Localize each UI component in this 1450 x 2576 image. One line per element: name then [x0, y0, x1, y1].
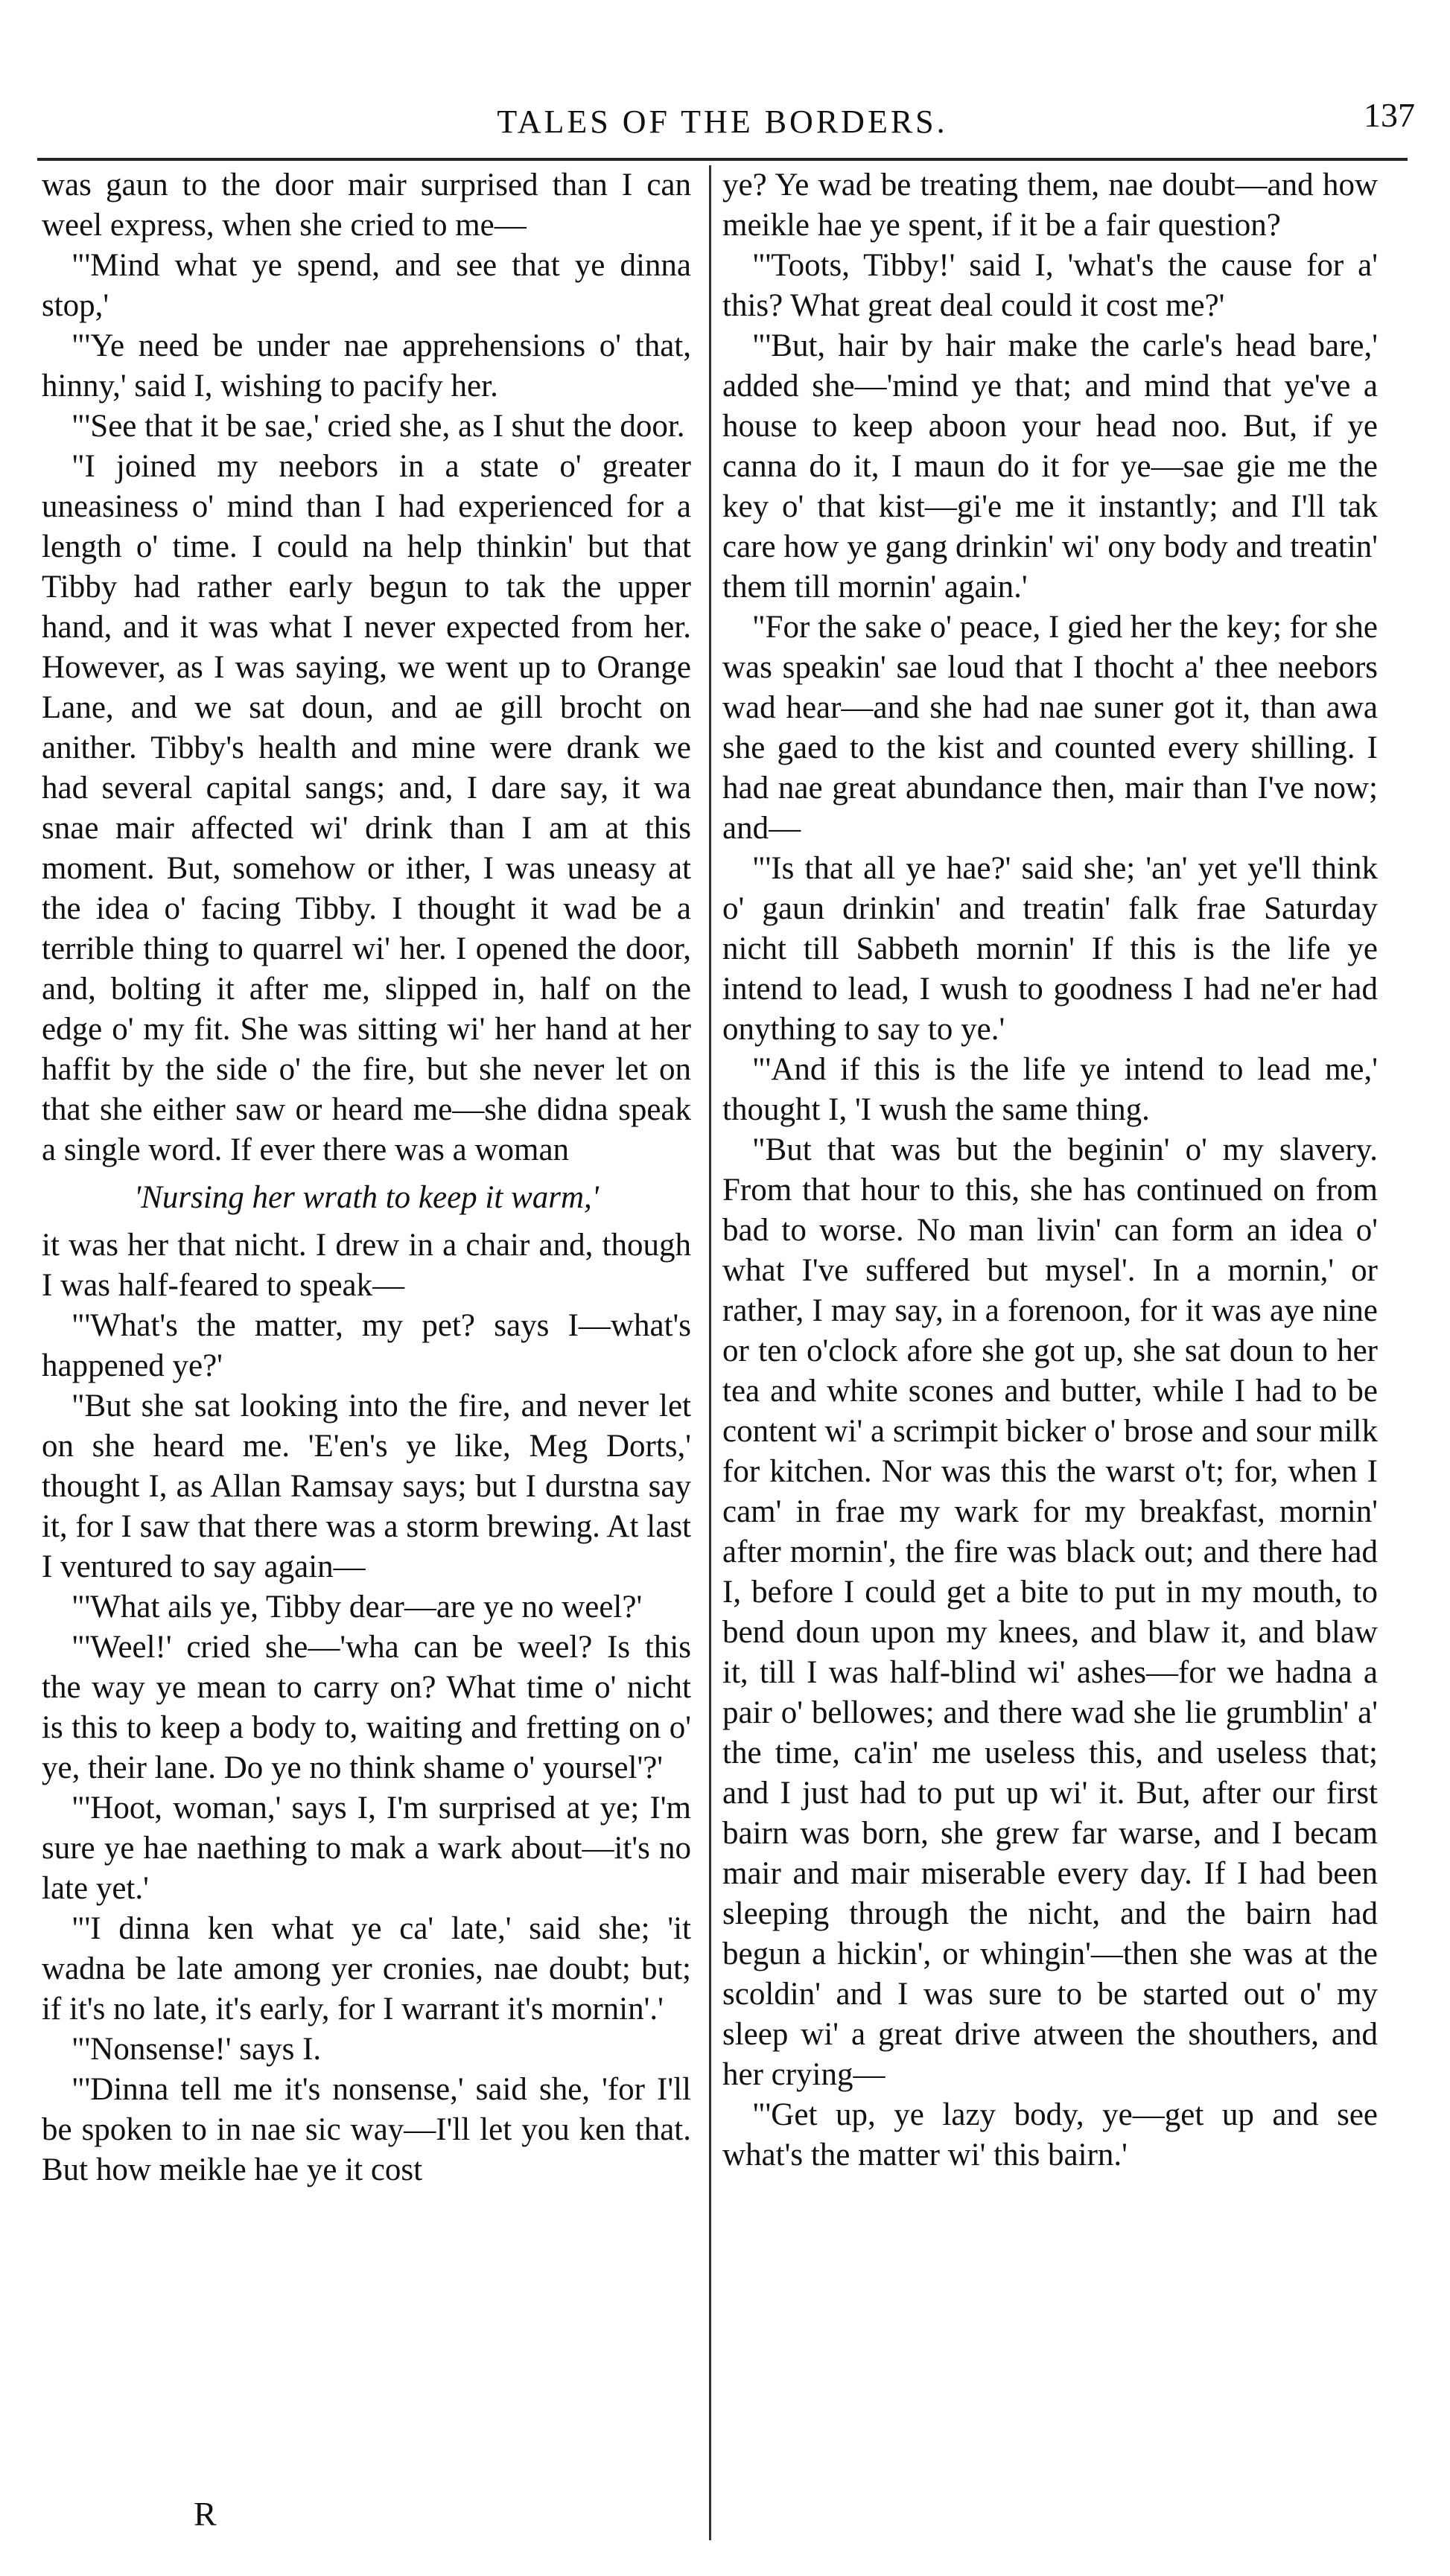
paragraph: "For the sake o' peace, I gied her the key; for she was speakin' sae loud that I thocht a' thee neebors wad hear—and she had nae suner got it, than awa she gaed to the kist and counted every shilling. I had nae great abundance then, mair than I've now; and—: [722, 610, 1378, 846]
right-column: [722, 165, 1378, 2540]
paragraph: "But she sat looking into the fire, and never let on she heard me. 'E'en's ye like, Meg Dorts,' thought I, as Allan Ramsay says; but I durstna say it, for I saw that there was a storm brewing. At last I ventured to say again—: [42, 1389, 691, 1584]
column-divider: [709, 165, 711, 2540]
paragraph: "'Hoot, woman,' says I, I'm surprised at ye; I'm sure ye hae naething to mak a wark about—it's no late yet.': [42, 1791, 691, 1906]
paragraph: "'Dinna tell me it's nonsense,' said she, 'for I'll be spoken to in nae sic way—I'll let you ken that. But how meikle hae ye it cost: [42, 2072, 691, 2187]
running-title: TALES OF THE BORDERS.: [497, 103, 948, 140]
paragraph: "But that was but the beginin' o' my slavery. From that hour to this, she has continued on from bad to worse. No man livin' can form an idea o' what I've suffered but mysel'. In a mornin,' or rather, I may say, in a forenoon, for it was aye nine or ten o'clock afore she got up, she sat doun to her tea and white scones and butter, while I had to be content wi' a scrimpit bicker o' brose and sour milk for kitchen. Nor was this the warst o't; for, when I cam' in frae my wark for my breakfast, mornin' after mornin', the fire was black out; and there had I, before I could get a bite to put in my mouth, to bend doun upon my knees, and blaw it, and blaw it, till I was half-blind wi' ashes—for we hadna a pair o' bellowes; and there wad she lie grumblin' a' the time, ca'in' me useless this, and useless that; and I just had to put up wi' it. But, after our first bairn was born, she grew far warse, and I becam mair and mair miserable every day. If I had been sleeping through the nicht, and the bairn had begun a hickin', or whingin'—then she was at the scoldin' and I was sure to be started out o' my sleep wi' a great drive atween the shouthers, and her crying—: [722, 1132, 1378, 2092]
paragraph: "I joined my neebors in a state o' greater uneasiness o' mind than I had experienced for a length o' time. I could na help thinkin' but that Tibby had rather early begun to tak the upper hand, and it was what I never expected from her. However, as I was saying, we went up to Orange Lane, and we sat doun, and ae gill brocht on anither. Tibby's health and mine were drank we had several capital sangs; and, I dare say, it wa snae mair affected wi' drink than I am at this moment. But, somehow or ither, I was uneasy at the idea o' facing Tibby. I thought it wad be a terrible thing to quarrel wi' her. I opened the door, and, bolting it after me, slipped in, half on the edge o' my fit. She was sitting wi' her hand at her haffit by the side o' the fire, but she never let on that she either saw or heard me—she didna speak a single word. If ever there was a woman: [42, 449, 691, 1167]
paragraph: "'What's the matter, my pet? says I—what's happened ye?': [42, 1308, 691, 1383]
page-header: [30, 89, 1415, 149]
paragraph: "'See that it be sae,' cried she, as I shut the door.: [71, 409, 685, 444]
paragraph: "'Weel!' cried she—'wha can be weel? Is this the way ye mean to carry on? What time o' nicht is this to keep a body to, waiting and fretting on o' ye, their lane. Do ye no think shame o' yoursel'?': [42, 1630, 691, 1785]
verse-quotation: 'Nursing her wrath to keep it warm,': [134, 1180, 599, 1215]
paragraph: "'Ye need be under nae apprehensions o' that, hinny,' said I, wishing to pacify her.: [42, 328, 691, 404]
paragraph: "'Toots, Tibby!' said I, 'what's the cause for a' this? What great deal could it cost me?': [722, 248, 1378, 323]
left-column: [42, 165, 691, 2540]
paragraph: "'I dinna ken what ye ca' late,' said she; 'it wadna be late among yer cronies, nae doubt; but; if it's no late, it's early, for I warrant it's mornin'.': [42, 1911, 691, 2027]
paragraph: "'Is that all ye hae?' said she; 'an' yet ye'll think o' gaun drinkin' and treatin' falk frae Saturday nicht till Sabbeth mornin' If this is the life ye intend to lead, I wush to goodness I had ne'er had onything to say to ye.': [722, 851, 1378, 1047]
paragraph: "'Mind what ye spend, and see that ye dinna stop,': [42, 248, 691, 323]
page-number: 137: [1364, 96, 1415, 134]
paragraph: was gaun to the door mair surprised than I can weel express, when she cried to me—: [42, 168, 691, 243]
paragraph: it was her that nicht. I drew in a chair and, though I was half-feared to speak—: [42, 1228, 691, 1303]
signature-mark: R: [194, 2495, 217, 2533]
paragraph: "'Get up, ye lazy body, ye—get up and see what's the matter wi' this bairn.': [722, 2097, 1378, 2172]
header-rule: [37, 158, 1408, 161]
paragraph: ye? Ye wad be treating them, nae doubt—and how meikle hae ye spent, if it be a fair question?: [722, 168, 1378, 243]
paragraph: "'What ails ye, Tibby dear—are ye no weel?': [71, 1590, 643, 1625]
paragraph: "'But, hair by hair make the carle's head bare,' added she—'mind ye that; and mind that ye've a house to keep aboon your head noo. But, if ye canna do it, I maun do it for ye—sae gie me the key o' that kist—gi'e me it instantly; and I'll tak care how ye gang drinkin' wi' ony body and treatin' them till mornin' again.': [722, 328, 1378, 605]
paragraph: "'Nonsense!' says I.: [71, 2032, 322, 2067]
paragraph: "'And if this is the life ye intend to lead me,' thought I, 'I wush the same thing.: [722, 1052, 1378, 1127]
